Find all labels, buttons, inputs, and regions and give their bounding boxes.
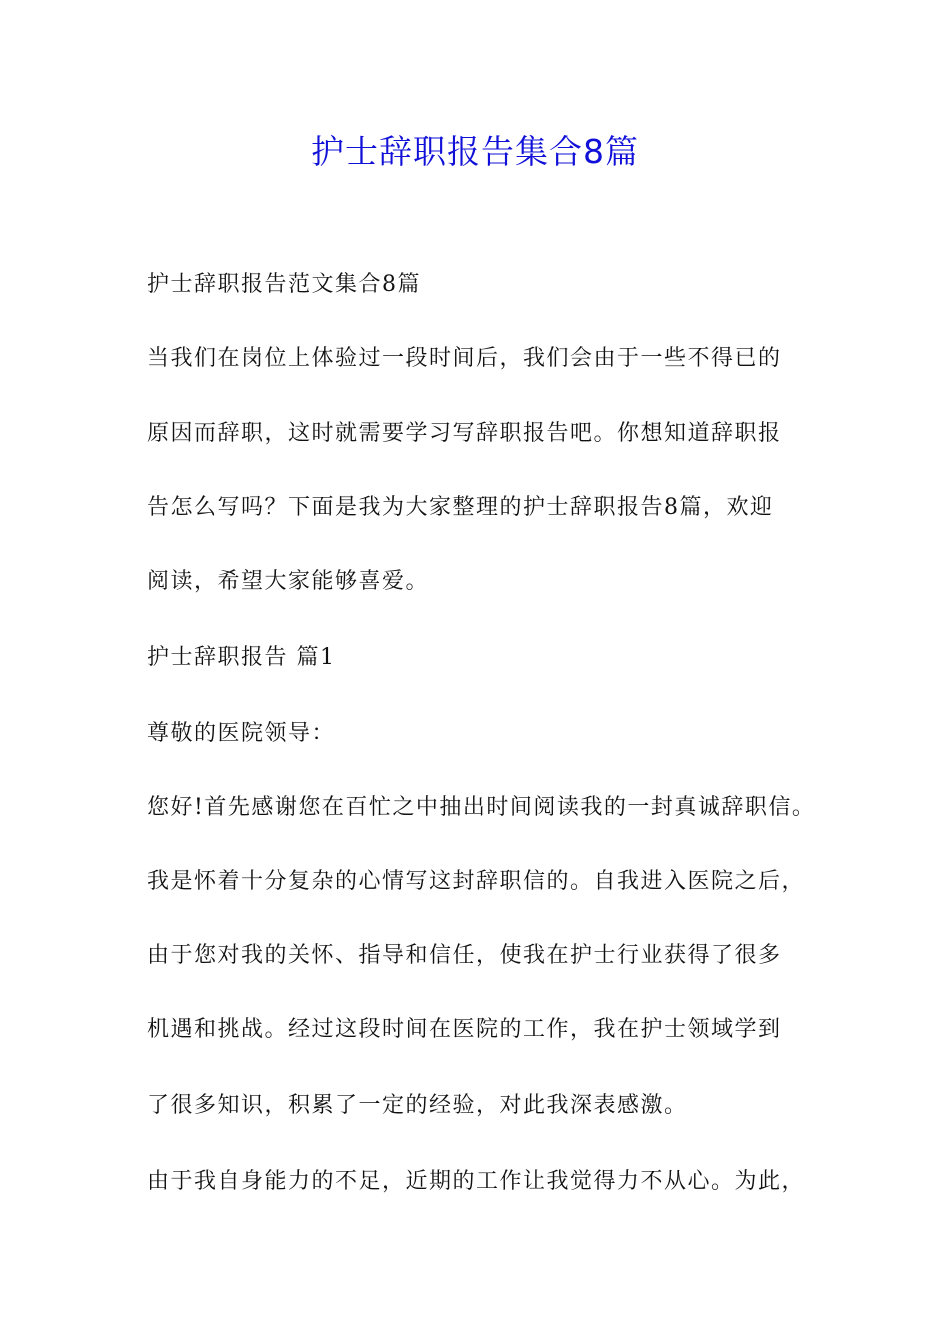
document-title: 护士辞职报告集合8篇 — [311, 132, 639, 171]
body-line: 告怎么写吗？下面是我为大家整理的护士辞职报告8篇，欢迎 — [147, 495, 774, 520]
body-line: 原因而辞职，这时就需要学习写辞职报告吧。你想知道辞职报 — [147, 421, 782, 446]
salutation: 尊敬的医院领导： — [147, 721, 336, 746]
body-line: 由于我自身能力的不足，近期的工作让我觉得力不从心。为此， — [147, 1169, 806, 1194]
subtitle-line: 护士辞职报告范文集合8篇 — [147, 272, 421, 297]
section-heading: 护士辞职报告 篇1 — [147, 645, 336, 670]
body-line: 机遇和挑战。经过这段时间在医院的工作，我在护士领域学到 — [147, 1017, 782, 1042]
body-line: 了很多知识，积累了一定的经验，对此我深表感激。 — [147, 1093, 688, 1118]
body-line: 由于您对我的关怀、指导和信任，使我在护士行业获得了很多 — [147, 943, 782, 968]
body-line: 您好!首先感谢您在百忙之中抽出时间阅读我的一封真诚辞职信。 — [147, 795, 816, 820]
body-line: 阅读，希望大家能够喜爱。 — [147, 569, 430, 594]
body-line: 我是怀着十分复杂的心情写这封辞职信的。自我进入医院之后， — [147, 869, 806, 894]
body-line: 当我们在岗位上体验过一段时间后，我们会由于一些不得已的 — [147, 346, 782, 371]
